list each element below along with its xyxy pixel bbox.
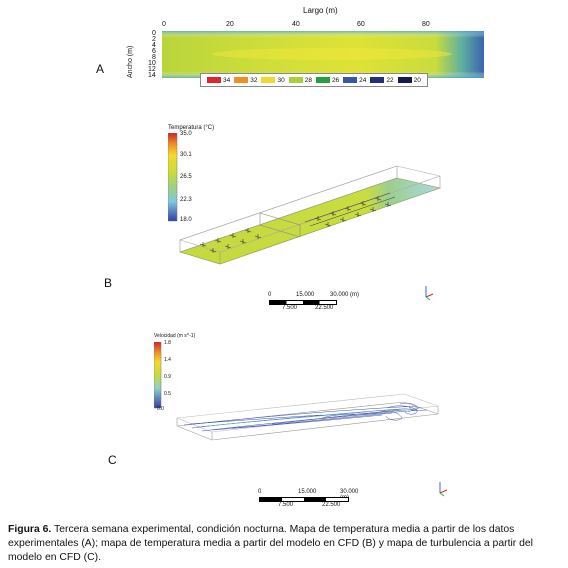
scale-label: 30.000	[340, 489, 359, 495]
legend-label: 26	[331, 76, 340, 84]
x-tick: 40	[292, 21, 300, 28]
scale-label: 30.000 (m)	[330, 292, 360, 298]
panel-c-cfd-model	[172, 384, 442, 444]
scale-label: 7.500	[282, 305, 298, 311]
panel-b-colorbar-title: Temperatura (°C)	[168, 125, 215, 131]
legend-item	[261, 77, 284, 84]
x-tick: 80	[422, 21, 430, 28]
legend-swatch	[289, 77, 303, 83]
panel-b-scale-bar	[268, 292, 368, 314]
y-tick: 10	[148, 60, 156, 67]
legend-label: 28	[304, 76, 312, 84]
legend-label: 22	[386, 76, 394, 84]
x-tick: 0	[162, 21, 166, 28]
colorbar-tick: 0.9	[164, 374, 171, 380]
colorbar-tick: 0.0	[157, 406, 164, 412]
panel-a-y-ticks	[148, 30, 160, 80]
panel-a-letter: A	[96, 62, 105, 76]
legend-item	[289, 77, 312, 84]
legend-label: 24	[359, 76, 367, 84]
legend-label: 32	[250, 76, 258, 84]
legend-swatch	[234, 77, 248, 83]
y-tick: 2	[152, 36, 156, 43]
panel-c-scale-bar	[258, 489, 368, 511]
panel-c-letter: C	[108, 453, 117, 467]
panel-a-x-axis-label: Largo (m)	[303, 6, 338, 15]
legend-label: 20	[413, 76, 421, 84]
y-tick: 12	[148, 66, 156, 73]
legend-label: 34	[223, 76, 231, 84]
scale-label: 7.500	[278, 502, 294, 508]
panel-a-heatmap	[162, 31, 484, 78]
legend-item	[343, 77, 366, 84]
y-tick: 6	[152, 48, 156, 55]
figure-caption	[8, 523, 560, 565]
legend-item	[316, 77, 339, 84]
legend-item	[234, 77, 257, 84]
y-tick: 14	[148, 72, 156, 79]
scale-label: 22.500	[315, 305, 334, 311]
colorbar-tick: 1.8	[164, 340, 171, 346]
panel-a-x-ticks	[162, 21, 482, 31]
legend-swatch	[261, 77, 275, 83]
x-tick: 20	[226, 21, 234, 28]
scale-label: 0	[268, 292, 272, 298]
colorbar-tick: 18.0	[180, 217, 192, 223]
colorbar-fill	[154, 342, 161, 408]
panel-c-colorbar-title: Velocidad (m s^-1)	[154, 333, 196, 339]
panel-a-legend	[200, 73, 428, 87]
legend-swatch	[207, 77, 221, 83]
panel-b-letter: B	[104, 276, 113, 290]
panel-c-colorbar	[154, 342, 162, 410]
scale-label: 0	[258, 489, 262, 495]
caption-lead: Figura 6.	[8, 524, 52, 535]
legend-swatch	[343, 77, 357, 83]
caption-text: Tercera semana experimental, condición nocturna. Mapa de temperatura media a partir de los datos experimentales (A); mapa de temperatura media a partir del modelo en CFD (B) y mapa de turbulencia a partir del modelo en CFD (C).	[8, 524, 533, 563]
legend-item	[370, 77, 393, 84]
legend-swatch	[316, 77, 330, 83]
scale-label: 15.000	[298, 489, 317, 495]
colorbar-tick: 0.5	[164, 391, 171, 397]
panel-c-axis-triad-icon	[432, 479, 450, 497]
colorbar-tick: 26.5	[180, 174, 192, 180]
y-tick: 0	[152, 30, 156, 37]
y-tick: 4	[152, 42, 156, 49]
panel-b-axis-triad-icon	[418, 283, 436, 301]
heatmap-warm-band	[212, 48, 452, 60]
x-tick: 60	[357, 21, 365, 28]
scale-label: 15.000	[296, 292, 315, 298]
legend-item	[398, 77, 421, 84]
legend-label: 30	[277, 76, 285, 84]
colorbar-tick: 35.0	[180, 131, 192, 137]
legend-item	[207, 77, 230, 84]
colorbar-tick: 22.3	[180, 197, 192, 203]
model-top-outline	[177, 394, 438, 432]
colorbar-tick: 1.4	[164, 357, 171, 363]
scale-label: 22.500	[322, 502, 341, 508]
colorbar-tick: 30.1	[180, 152, 192, 158]
panel-a-y-axis-label: Ancho (m)	[127, 45, 134, 78]
legend-swatch	[398, 77, 412, 83]
panel-b-cfd-model	[175, 160, 445, 270]
y-tick: 8	[152, 54, 156, 61]
legend-swatch	[370, 77, 384, 83]
